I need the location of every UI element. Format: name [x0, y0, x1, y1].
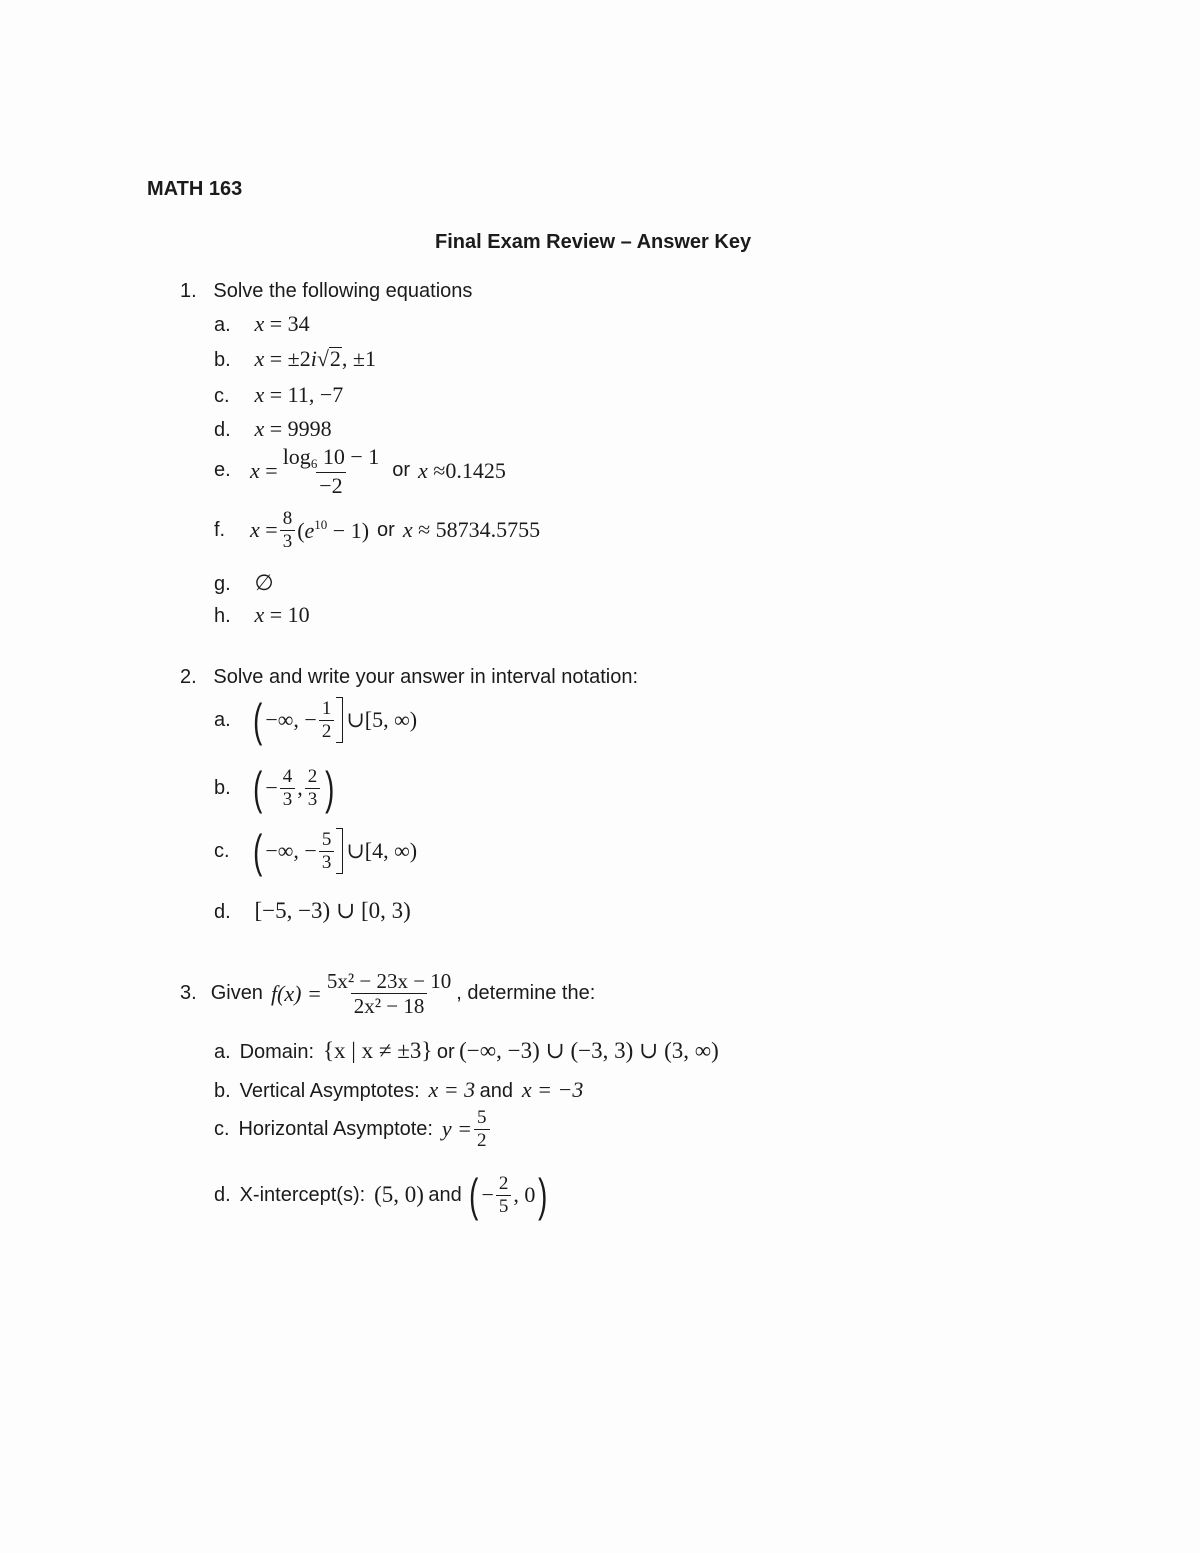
answer-1h: h. x = 10 — [214, 602, 310, 627]
answer-3b: b. Vertical Asymptotes: x = 3 and x = −3 — [214, 1077, 584, 1102]
item-label: d. — [214, 419, 231, 441]
answer-value: 10 — [287, 602, 310, 627]
item-label: h. — [214, 605, 231, 627]
item-label: d. — [214, 901, 231, 923]
item-label: c. — [214, 385, 230, 407]
question-2-heading — [180, 666, 638, 689]
answer-1b: b. x = ±2i√2, ±1 — [214, 346, 376, 371]
item-label: a. — [214, 314, 231, 336]
imaginary-unit: i — [310, 346, 317, 371]
fraction: $\frac{5}{2}$ — [474, 1108, 490, 1151]
answer-1c: c. x = 11, −7 — [214, 382, 344, 407]
answer-1f: f. x = $\frac{8}{3}$ $(e^{10} - 1)$ or x ≈ 58734.5755 — [214, 508, 541, 552]
fraction: $\frac{8}{3}$ — [280, 509, 296, 552]
fraction: $\frac{2}{5}$ — [496, 1174, 512, 1217]
page-title: Final Exam Review – Answer Key — [435, 231, 752, 253]
answer-3a: a. Domain: {x | x ≠ ±3} or (−∞, −3) ∪ (−3, 3) ∪ (3, ∞) — [214, 1038, 719, 1063]
question-number: 1. — [180, 280, 197, 302]
item-label: a. — [214, 708, 231, 731]
answer-1e: e. x = $\frac{\log_6 10 - 1}{-2}$ or x ≈0.1425 — [214, 444, 506, 498]
answer-3c: c. Horizontal Asymptote: y = $\frac{5}{2}$ — [214, 1108, 492, 1151]
question-prompt: Solve and write your answer in interval notation: — [213, 666, 639, 688]
function-name: f(x) = — [270, 980, 322, 1006]
item-label: b. — [214, 1080, 231, 1102]
answer-1a: a. x = 34 — [214, 311, 310, 336]
answer-2c: c. ( −∞, − $\frac{5}{3}$ ∪ [4, ∞) — [214, 825, 418, 877]
answer-2b: b. ( − $\frac{4}{3}$ , $\frac{2}{3}$ ) — [214, 762, 335, 814]
item-label: e. — [214, 459, 231, 482]
answer-value: ±2 — [287, 346, 311, 371]
question-prompt: Solve the following equations — [213, 280, 473, 302]
answer-value: 11, −7 — [287, 382, 344, 407]
item-label: g. — [214, 573, 231, 595]
answer-value-rest: , ±1 — [341, 346, 376, 371]
item-label: d. — [214, 1183, 231, 1206]
question-1-heading — [180, 280, 472, 303]
item-label: c. — [214, 839, 230, 862]
answer-value: 34 — [287, 311, 310, 336]
fraction: $\frac{\text{5x² − 23x − 10}}{\text{2x² − 18}}$ — [326, 969, 452, 1019]
item-label: f. — [214, 518, 226, 541]
item-label: c. — [214, 1117, 230, 1140]
empty-set-symbol: ∅ — [254, 570, 274, 595]
fraction: $\frac{5}{3}$ — [319, 830, 335, 873]
item-label: a. — [214, 1041, 231, 1063]
answer-2a: a. ( −∞, − $\frac{1}{2}$ ∪ [5, ∞) — [214, 694, 418, 746]
question-number: 3. — [180, 982, 197, 1005]
item-label: b. — [214, 776, 231, 799]
fraction: $\frac{4}{3}$ — [280, 767, 296, 810]
answer-value: 9998 — [287, 416, 332, 441]
domain-interval: (−∞, −3) ∪ (−3, 3) ∪ (3, ∞) — [459, 1038, 719, 1063]
fraction: $\frac{2}{3}$ — [305, 767, 321, 810]
fraction: $\frac{\log_6 10 - 1}{-2}$ — [282, 444, 380, 498]
fraction: $\frac{1}{2}$ — [319, 699, 335, 742]
question-3-heading: 3. Given f(x) = $\frac{\text{5x² − 23x − 10}}{\text{2x² − 18}}$ , determine the: — [180, 969, 596, 1019]
answer-1d: d. x = 9998 — [214, 416, 332, 441]
course-title: MATH 163 — [147, 178, 243, 200]
radicand: 2 — [329, 346, 341, 371]
answer-2d — [214, 898, 411, 924]
item-label: b. — [214, 349, 231, 371]
answer-1g — [214, 570, 274, 596]
question-number: 2. — [180, 666, 197, 688]
answer-3d: d. X-intercept(s): (5, 0) and ( − $\frac{2}{5}$ , 0 ) — [214, 1169, 548, 1221]
domain-set: {x | x ≠ ±3} — [322, 1038, 433, 1063]
answer-value: [−5, −3) ∪ [0, 3) — [254, 898, 411, 923]
